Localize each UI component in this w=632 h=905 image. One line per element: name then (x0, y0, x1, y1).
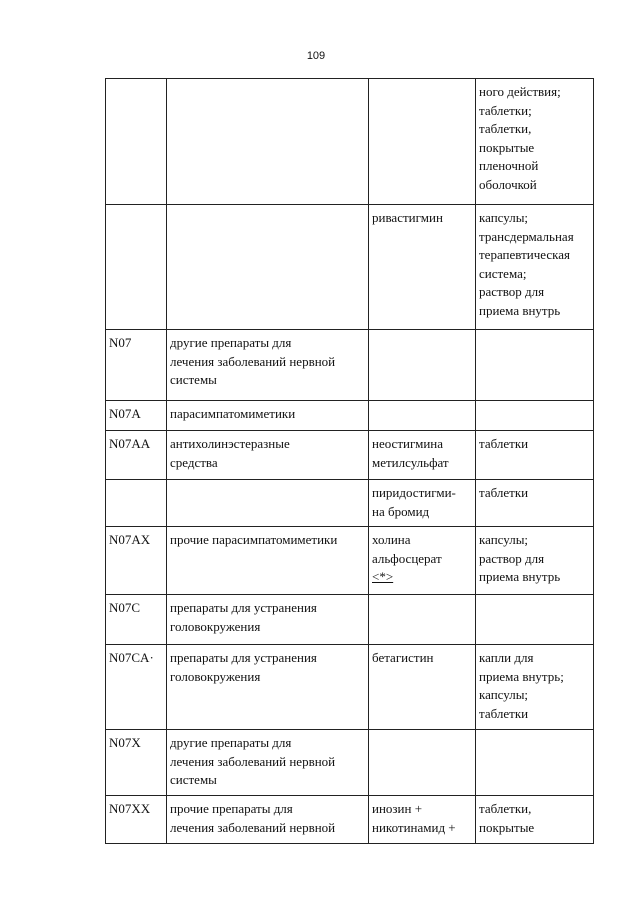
forms-line: таблетки (479, 436, 529, 451)
atc-code-cell: N07X (106, 730, 167, 796)
drug-line: пиридостигми- (372, 485, 456, 500)
forms-line: таблетки, (479, 801, 532, 816)
forms-line: ного действия; (479, 84, 561, 99)
forms-line: покрытые (479, 139, 535, 155)
group-line: средства (170, 454, 218, 470)
atc-code-cell (106, 480, 167, 527)
drug-cell (369, 431, 476, 480)
group-cell (167, 527, 369, 595)
table-row (106, 730, 594, 796)
footnote-ref-link[interactable]: <*> (372, 569, 394, 584)
forms-cell (476, 480, 594, 527)
forms-cell (476, 595, 594, 645)
drug-cell (369, 595, 476, 645)
forms-line: терапевтическая (479, 247, 570, 262)
forms-line: капсулы; (479, 687, 529, 702)
drug-cell (369, 796, 476, 844)
group-line: другие препараты для (170, 335, 292, 350)
drug-line: бетагистин (372, 650, 434, 665)
drug-line: ривастигмин (372, 210, 443, 225)
group-cell (167, 79, 369, 205)
forms-line: приема внутрь (479, 302, 561, 318)
atc-code-cell: N07AA (106, 431, 167, 480)
drug-cell (369, 401, 476, 431)
table-row (106, 480, 594, 527)
atc-code-cell: N07AX (106, 527, 167, 595)
table-row (106, 401, 594, 431)
group-line: прочие парасимпатомиметики (170, 532, 338, 547)
group-line: другие препараты для (170, 735, 292, 750)
group-cell (167, 595, 369, 645)
table-row (106, 79, 594, 205)
forms-line: трансдермальная (479, 228, 574, 244)
forms-line: таблетки (479, 705, 529, 721)
forms-line: капли для (479, 650, 534, 665)
table-row (106, 431, 594, 480)
group-line: прочие препараты для (170, 801, 293, 816)
forms-line: раствор для (479, 284, 545, 299)
drug-line: холина (372, 532, 411, 547)
forms-line: капсулы; (479, 532, 529, 547)
forms-line: пленочной (479, 158, 539, 173)
atc-code-cell (106, 79, 167, 205)
drug-cell (369, 79, 476, 205)
group-line: системы (170, 772, 217, 787)
forms-line: приема внутрь; (479, 668, 564, 684)
group-line: системы (170, 372, 217, 387)
table-body (106, 79, 594, 844)
atc-code-cell (106, 205, 167, 330)
forms-cell (476, 796, 594, 844)
group-line: антихолинэстеразные (170, 436, 290, 451)
drug-cell (369, 645, 476, 730)
forms-line: оболочкой (479, 176, 537, 192)
group-line: лечения заболеваний нервной (170, 819, 336, 835)
forms-cell (476, 330, 594, 401)
forms-line: система; (479, 265, 527, 281)
group-line: лечения заболеваний нервной (170, 753, 336, 769)
forms-cell (476, 645, 594, 730)
drug-line: никотинамид + (372, 819, 456, 835)
forms-line: таблетки (479, 485, 529, 500)
table-row (106, 527, 594, 595)
table-row (106, 645, 594, 730)
drug-cell (369, 527, 476, 595)
atc-code-cell: N07C (106, 595, 167, 645)
drug-line: неостигмина (372, 436, 444, 451)
forms-line: таблетки, (479, 121, 532, 136)
forms-cell (476, 431, 594, 480)
group-cell (167, 431, 369, 480)
drug-cell (369, 205, 476, 330)
drug-cell (369, 480, 476, 527)
forms-line: покрытые (479, 819, 535, 835)
group-cell (167, 401, 369, 431)
forms-cell (476, 79, 594, 205)
drug-line: альфосцерат (372, 550, 442, 566)
group-line: парасимпатомиметики (170, 406, 296, 421)
group-cell (167, 205, 369, 330)
page-number: 109 (306, 50, 326, 62)
drug-cell (369, 330, 476, 401)
forms-line: таблетки; (479, 102, 532, 118)
group-cell (167, 480, 369, 527)
table-row (106, 796, 594, 844)
group-cell (167, 730, 369, 796)
atc-code-cell: N07 (106, 330, 167, 401)
drug-line: на бромид (372, 503, 430, 519)
group-line: препараты для устранения (170, 650, 317, 665)
forms-cell (476, 205, 594, 330)
group-cell (167, 796, 369, 844)
atc-code-cell: N07XX (106, 796, 167, 844)
group-line: препараты для устранения (170, 600, 317, 615)
drug-cell (369, 730, 476, 796)
forms-line: раствор для (479, 550, 545, 566)
forms-line: приема внутрь (479, 569, 561, 584)
forms-line: капсулы; (479, 210, 529, 225)
atc-code-cell: N07CA· (106, 645, 167, 730)
forms-cell (476, 730, 594, 796)
table-row (106, 330, 594, 401)
atc-code-cell: N07A (106, 401, 167, 431)
group-line: головокружения (170, 668, 261, 684)
drug-table (105, 78, 594, 844)
group-cell (167, 645, 369, 730)
table-row (106, 595, 594, 645)
drug-line: метилсульфат (372, 454, 449, 470)
group-cell (167, 330, 369, 401)
group-line: лечения заболеваний нервной (170, 353, 336, 369)
drug-line: инозин + (372, 801, 423, 816)
forms-cell (476, 527, 594, 595)
forms-cell (476, 401, 594, 431)
group-line: головокружения (170, 618, 261, 634)
table-row (106, 205, 594, 330)
